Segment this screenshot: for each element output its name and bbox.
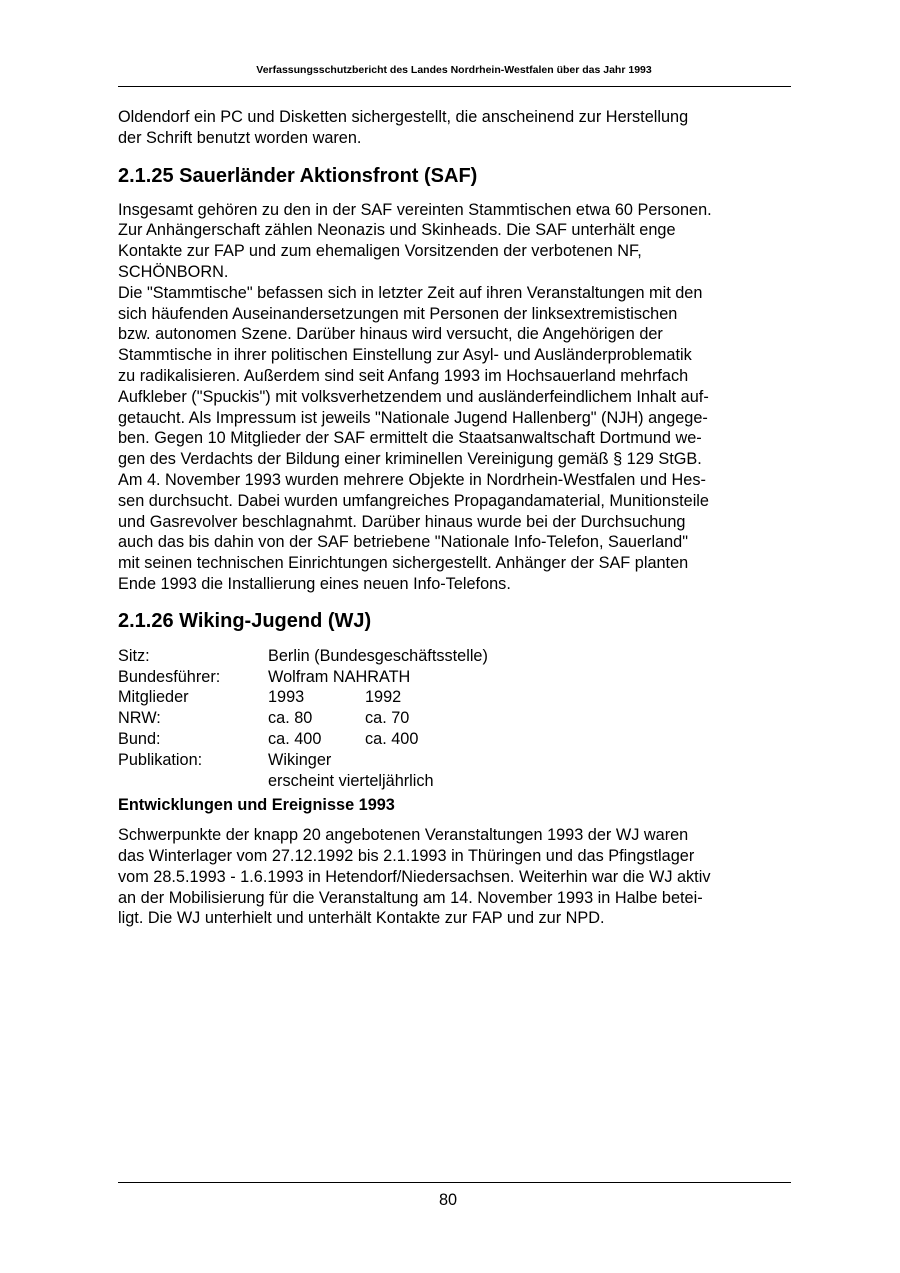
- info-value-1993: ca. 80: [268, 709, 313, 728]
- info-row-sitz: [118, 646, 798, 667]
- subheading-entwicklungen: Entwicklungen und Ereignisse 1993: [118, 796, 395, 815]
- info-value: Wikinger: [268, 750, 332, 769]
- text-line: Am 4. November 1993 wurden mehrere Objekte in Nordrhein-Westfalen und Hes-: [118, 470, 706, 489]
- text-line: Stammtische in ihrer politischen Einstellung zur Asyl- und Ausländerproblematik: [118, 346, 692, 365]
- info-value: Berlin (Bundesgeschäftsstelle): [268, 646, 488, 665]
- text-line: Zur Anhängerschaft zählen Neonazis und Skinheads. Die SAF unterhält enge: [118, 221, 676, 240]
- info-label: NRW:: [118, 709, 161, 728]
- info-value: erscheint vierteljährlich: [268, 771, 434, 790]
- info-label-empty: [118, 771, 268, 792]
- text-line: Schwerpunkte der knapp 20 angebotenen Veranstaltungen 1993 der WJ waren: [118, 826, 689, 845]
- text-line: Kontakte zur FAP und zum ehemaligen Vorsitzenden der verbotenen NF,: [118, 242, 642, 261]
- text-line: Oldendorf ein PC und Disketten sichergestellt, die anscheinend zur Herstellung: [118, 108, 689, 126]
- header-rule: [118, 86, 791, 87]
- info-value-1992: ca. 400: [365, 729, 419, 748]
- text-line: zu radikalisieren. Außerdem sind seit Anfang 1993 im Hochsauerland mehrfach: [118, 366, 689, 385]
- text-line: gen des Verdachts der Bildung einer kriminellen Vereinigung gemäß § 129 StGB.: [118, 450, 702, 469]
- text-line: sen durchsucht. Dabei wurden umfangreiches Propagandamaterial, Munitionsteile: [118, 491, 709, 510]
- info-row-nrw: [118, 708, 798, 729]
- wj-info-table: [118, 646, 798, 792]
- section-heading-saf: 2.1.25 Sauerländer Aktionsfront (SAF): [118, 164, 478, 187]
- page-body: [118, 107, 798, 929]
- text-line: an der Mobilisierung für die Veranstaltung am 14. November 1993 in Halbe betei-: [118, 888, 703, 907]
- running-header: Verfassungsschutzbericht des Landes Nordrhein-Westfalen über das Jahr 1993: [256, 64, 652, 76]
- text-line: bzw. autonomen Szene. Darüber hinaus wird versucht, die Angehörigen der: [118, 325, 663, 344]
- text-line: ligt. Die WJ unterhielt und unterhält Kontakte zur FAP und zur NPD.: [118, 909, 605, 928]
- info-value: Wolfram NAHRATH: [268, 667, 411, 686]
- text-line: sich häufenden Auseinandersetzungen mit Personen der linksextremistischen: [118, 304, 678, 323]
- info-label: Publikation:: [118, 750, 203, 769]
- info-row-bund: [118, 729, 798, 750]
- info-year-1992: 1992: [365, 688, 402, 707]
- page-number: 80: [438, 1191, 458, 1209]
- text-line: Insgesamt gehören zu den in der SAF vereinten Stammtischen etwa 60 Personen.: [118, 200, 712, 219]
- info-year-1993: 1993: [268, 688, 305, 707]
- wj-paragraph: [118, 825, 798, 929]
- info-row-bundesfuehrer: [118, 667, 798, 688]
- text-line: Ende 1993 die Installierung eines neuen Info-Telefons.: [118, 574, 511, 593]
- info-value-1993: ca. 400: [268, 729, 322, 748]
- info-label: Mitglieder: [118, 688, 189, 707]
- info-row-publikation: [118, 750, 798, 771]
- text-line: das Winterlager vom 27.12.1992 bis 2.1.1993 in Thüringen und das Pfingstlager: [118, 846, 695, 865]
- text-line: und Gasrevolver beschlagnahmt. Darüber hinaus wurde bei der Durchsuchung: [118, 512, 686, 531]
- info-label: Bundesführer:: [118, 667, 221, 686]
- text-line: mit seinen technischen Einrichtungen sichergestellt. Anhänger der SAF planten: [118, 554, 689, 573]
- intro-paragraph: [118, 107, 798, 149]
- text-line: SCHÖNBORN.: [118, 262, 229, 281]
- info-row-mitglieder: [118, 687, 798, 708]
- text-line: getaucht. Als Impressum ist jeweils "Nationale Jugend Hallenberg" (NJH) angege-: [118, 408, 708, 427]
- text-line: vom 28.5.1993 - 1.6.1993 in Hetendorf/Niedersachsen. Weiterhin war die WJ aktiv: [118, 867, 711, 886]
- text-line: ben. Gegen 10 Mitglieder der SAF ermittelt die Staatsanwaltschaft Dortmund we-: [118, 429, 702, 448]
- info-value-1992: ca. 70: [365, 709, 410, 728]
- footer-rule: [118, 1182, 791, 1183]
- info-label: Bund:: [118, 729, 161, 748]
- section-heading-wj: 2.1.26 Wiking-Jugend (WJ): [118, 609, 372, 632]
- text-line: auch das bis dahin von der SAF betriebene "Nationale Info-Telefon, Sauerland": [118, 533, 689, 552]
- text-line: Aufkleber ("Spuckis") mit volksverhetzendem und ausländerfeindlichem Inhalt auf-: [118, 387, 709, 406]
- text-line: der Schrift benutzt worden waren.: [118, 128, 362, 147]
- saf-paragraph: [118, 200, 798, 595]
- text-line: Die "Stammtische" befassen sich in letzter Zeit auf ihren Veranstaltungen mit den: [118, 283, 703, 302]
- info-label: Sitz:: [118, 646, 150, 665]
- info-row-publikation-note: [118, 771, 798, 792]
